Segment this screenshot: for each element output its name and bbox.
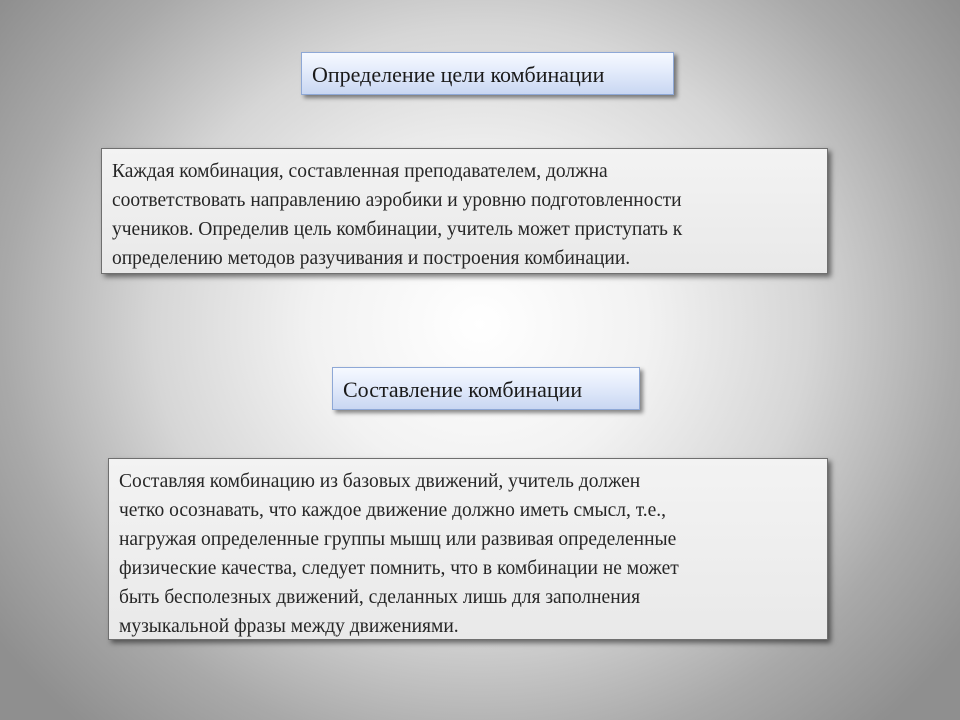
paragraph-line: Каждая комбинация, составленная преподавателем, должна [112, 161, 608, 182]
paragraph-line: соответствовать направлению аэробики и уровню подготовленности [112, 190, 682, 211]
paragraph-line: учеников. Определив цель комбинации, учитель может приступать к [112, 219, 683, 240]
paragraph-line: определению методов разучивания и построения комбинации. [112, 248, 631, 269]
composition-description-box [108, 458, 828, 640]
goal-description-box [101, 148, 828, 274]
section-title-goal [301, 52, 674, 95]
paragraph-line: нагружая определенные группы мышц или развивая определенные [119, 529, 677, 550]
section-title-composition-text: Составление комбинации [343, 377, 583, 402]
section-title-composition [332, 367, 640, 410]
paragraph-line: Составляя комбинацию из базовых движений, учитель должен [119, 471, 641, 492]
section-title-goal-text: Определение цели комбинации [312, 62, 605, 87]
paragraph-line: быть бесполезных движений, сделанных лишь для заполнения [119, 587, 641, 608]
paragraph-line: четко осознавать, что каждое движение должно иметь смысл, т.е., [119, 500, 667, 521]
paragraph-line: музыкальной фразы между движениями. [119, 616, 459, 637]
paragraph-line: физические качества, следует помнить, что в комбинации не может [119, 558, 679, 579]
